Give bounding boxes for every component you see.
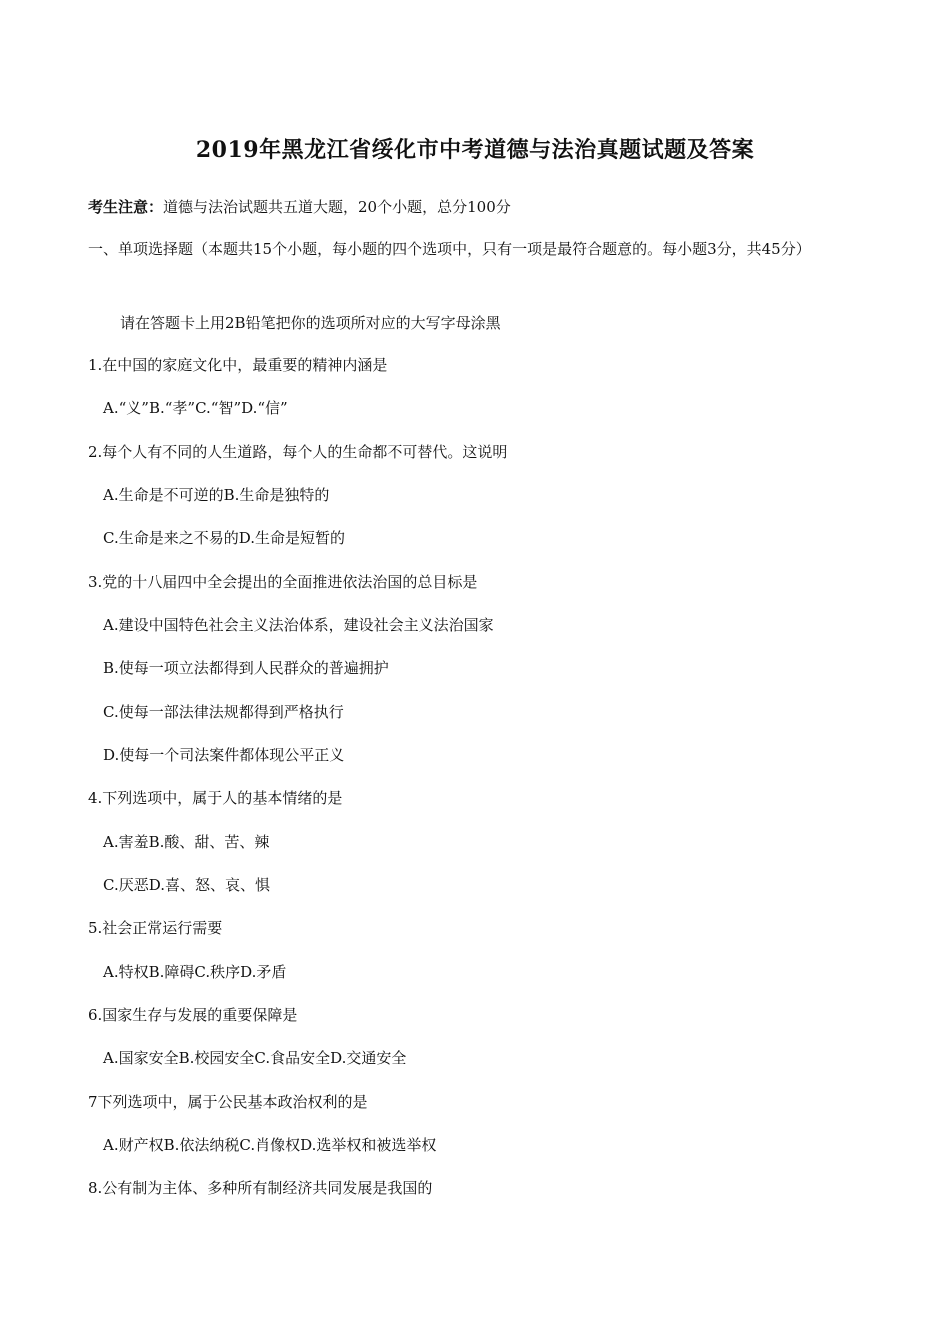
page-title: 2019年黑龙江省绥化市中考道德与法治真题试题及答案: [195, 137, 755, 163]
question-option: A.财产权B.依法纳税C.肖像权D.选举权和被选举权: [103, 1136, 437, 1154]
question-stem: 5.社会正常运行需要: [88, 919, 223, 937]
question-stem: 2.每个人有不同的人生道路，每个人的生命都不可替代。这说明: [88, 443, 508, 461]
section-instruction: 请在答题卡上用2B铅笔把你的选项所对应的大写字母涂黑: [120, 314, 501, 332]
question-option: A.国家安全B.校园安全C.食品安全D.交通安全: [103, 1049, 407, 1067]
notice-line: [88, 197, 511, 217]
notice-text: 道德与法治试题共五道大题，20个小题，总分100分: [163, 198, 511, 216]
section-heading: 一、单项选择题（本题共15个小题，每小题的四个选项中，只有一项是最符合题意的。每小题3分，共45分）: [88, 240, 811, 258]
notice-label: 考生注意：: [88, 198, 164, 216]
question-stem: 8.公有制为主体、多种所有制经济共同发展是我国的: [88, 1179, 433, 1197]
question-option: C.厌恶D.喜、怒、哀、惧: [103, 876, 270, 894]
question-option: A.“义”B.“孝”C.“智”D.“信”: [103, 399, 288, 417]
question-stem: 6.国家生存与发展的重要保障是: [88, 1006, 298, 1024]
question-option: B.使每一项立法都得到人民群众的普遍拥护: [103, 659, 389, 677]
question-stem: 4.下列选项中，属于人的基本情绪的是: [88, 789, 343, 807]
question-option: A.生命是不可逆的B.生命是独特的: [103, 486, 330, 504]
question-option: D.使每一个司法案件都体现公平正义: [103, 746, 345, 764]
question-option: A.害羞B.酸、甜、苦、辣: [103, 833, 270, 851]
question-option: A.特权B.障碍C.秩序D.矛盾: [103, 963, 287, 981]
question-option: C.使每一部法律法规都得到严格执行: [103, 703, 344, 721]
question-stem: 3.党的十八届四中全会提出的全面推进依法治国的总目标是: [88, 573, 478, 591]
question-stem: 1.在中国的家庭文化中，最重要的精神内涵是: [88, 356, 388, 374]
question-option: A.建设中国特色社会主义法治体系，建设社会主义法治国家: [103, 616, 494, 634]
question-option: C.生命是来之不易的D.生命是短暂的: [103, 529, 345, 547]
question-stem: 7下列选项中，属于公民基本政治权利的是: [88, 1093, 368, 1111]
